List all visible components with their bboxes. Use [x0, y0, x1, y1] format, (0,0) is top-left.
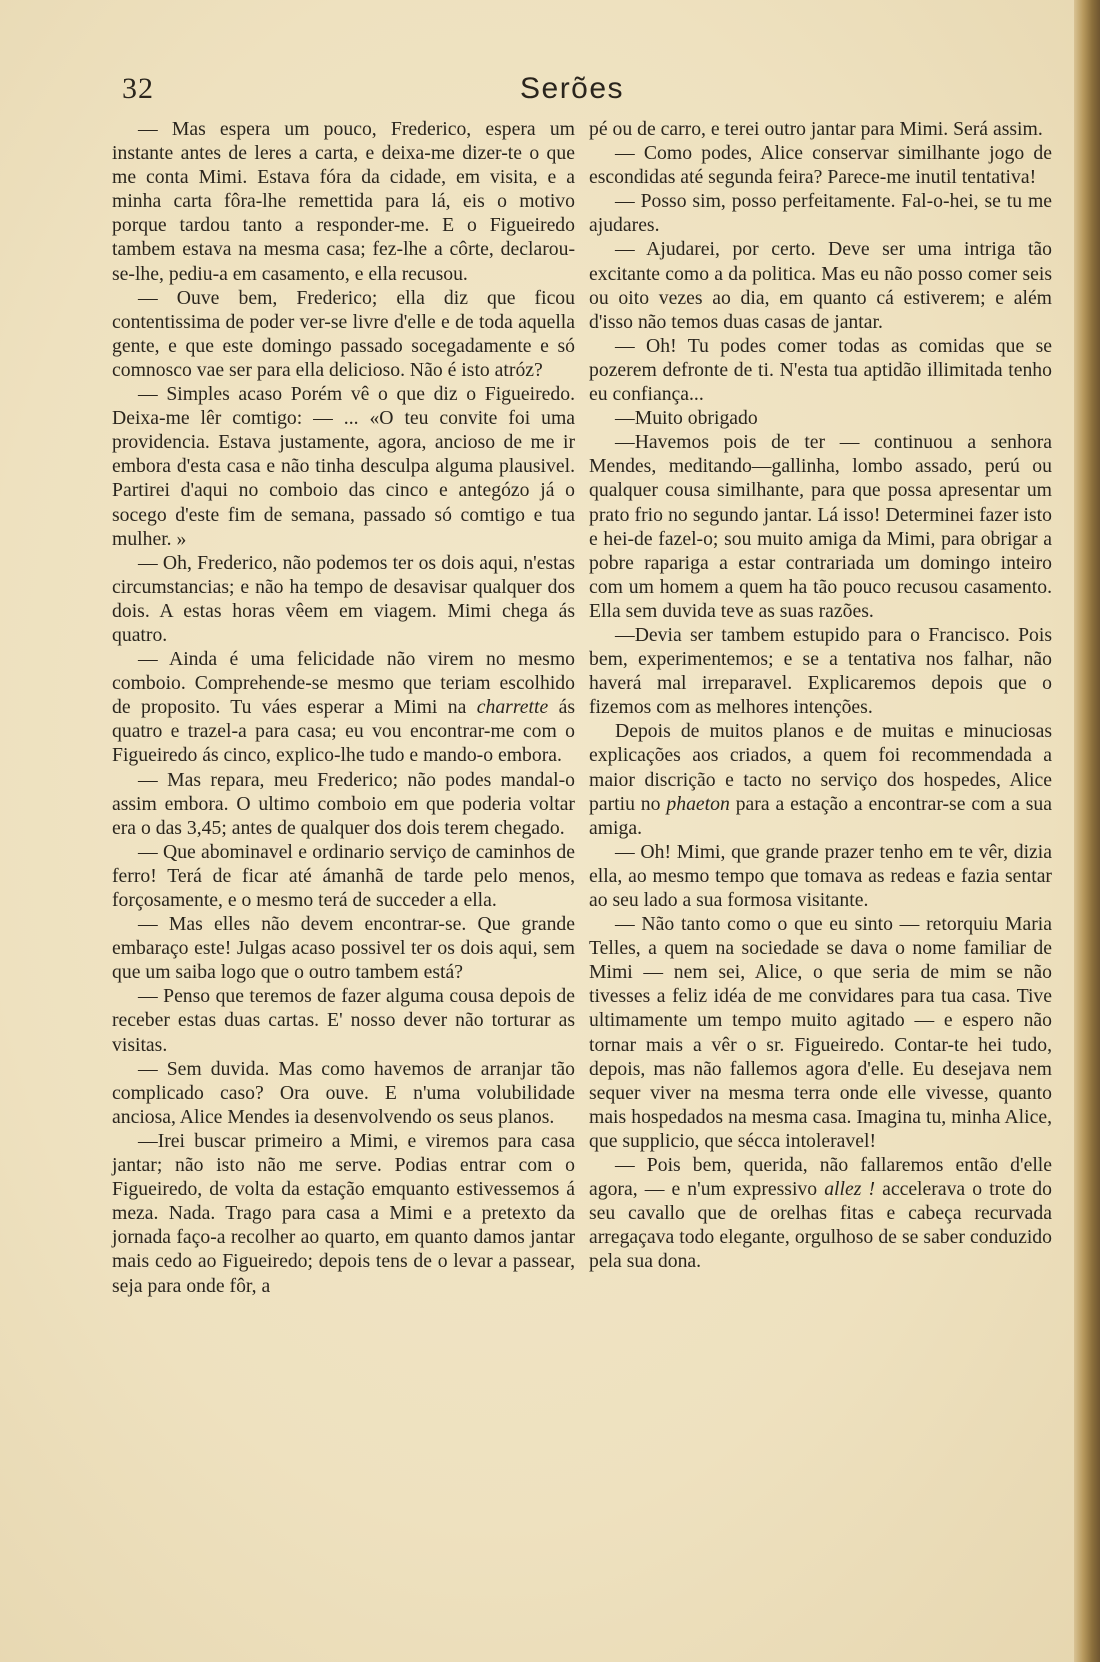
paragraph: — Mas elles não devem encontrar-se. Que grande embaraço este! Julgas acaso possivel ter os dois aqui, sem que um saiba logo que o outro tambem está? — [112, 913, 575, 984]
page-number: 32 — [122, 72, 154, 105]
paragraph: —Muito obrigado — [615, 407, 758, 430]
paragraph: — Mas espera um pouco, Frederico, espera um instante antes de leres a carta, e deixa-me dizer-te o que me conta Mimi. Estava fóra da cidade, em visita, e a minha carta fôra-lhe remettida para lá, eis o motivo porque tardou tanto a responder-me. E o Figueiredo tambem estava na mesma casa; fez-lhe a côrte, declarou-se-lhe, pediu-a em casamento, e ella recusou. — [112, 118, 575, 285]
paragraph: — Pois bem, querida, não fallaremos então d'elle agora, — e n'um expressivo allez ! accelerava o trote do seu cavallo que de orelhas fitas e cabeça recurvada arregaçava todo elegante, orgulhoso de se saber conduzido pela sua dona. — [589, 1154, 1052, 1273]
paragraph: — Oh, Frederico, não podemos ter os dois aqui, n'estas circumstancias; e não ha tempo de desavisar qualquer dos dois. A estas horas vêem em viagem. Mimi chega ás quatro. — [112, 551, 575, 646]
paragraph: — Posso sim, posso perfeitamente. Fal-o-hei, se tu me ajudares. — [589, 190, 1052, 237]
paragraph: — Ajudarei, por certo. Deve ser uma intriga tão excitante como a da politica. Mas eu não posso comer seis ou oito vezes ao dia, em quanto cá estiverem; e além d'isso não temos duas casas de jantar. — [589, 238, 1052, 333]
italic-term: allez ! — [824, 1178, 876, 1201]
left-column — [112, 117, 575, 1298]
page-header — [112, 70, 1047, 110]
italic-term: charrette — [476, 696, 549, 719]
book-spine-edge — [1074, 0, 1100, 1662]
paragraph: —Havemos pois de ter — continuou a senhora Mendes, meditando—gallinha, lombo assado, perú ou qualquer cousa similhante, para que possa apresentar um prato frio no segundo jantar. Lá isso! Determinei fazer isto e hei-de fazel-o; sou muito amiga da Mimi, para obrigar a pobre rapariga a estar contrariada um domingo inteiro com um homem a quem ha tão pouco recusou casamento. Ella sem duvida teve as suas razões. — [589, 431, 1052, 622]
right-column — [589, 117, 1052, 1274]
paragraph-continued: pé ou de carro, e terei outro jantar para Mimi. Será assim. — [589, 118, 1043, 140]
paragraph: — Ouve bem, Frederico; ella diz que ficou contentissima de poder ver-se livre d'elle e de toda aquella gente, e que este domingo passado socegadamente e só comnosco vae ser para ella delicioso. Não é isto atróz? — [112, 286, 575, 381]
paragraph: — Que abominavel e ordinario serviço de caminhos de ferro! Terá de ficar até ámanhã de tarde pelo menos, forçosamente, e o mesmo terá de succeder a ella. — [112, 840, 575, 911]
running-title: Serões — [520, 72, 625, 105]
paragraph: Depois de muitos planos e de muitas e minuciosas explicações aos criados, a quem foi recommendada a maior discrição e tacto no serviço dos hospedes, Alice partiu no phaeton para a estação a encontrar-se com a sua amiga. — [589, 720, 1052, 839]
paragraph: — Não tanto como o que eu sinto — retorquiu Maria Telles, a quem na sociedade se dava o nome familiar de Mimi — nem sei, Alice, o que seria de mim se não tivesses a feliz idéa de me convidares para tua casa. Tive ultimamente um tempo muito agitado — e espero não tornar mais a vêr o sr. Figueiredo. Contar-te hei tudo, depois, mas não fallemos agora d'elle. Eu desejava nem sequer viver na mesma terra onde elle vivesse, quanto mais hospedados na mesma casa. Imagina tu, minha Alice, que supplicio, que sécca intoleravel! — [589, 913, 1052, 1152]
paragraph: — Mas repara, meu Frederico; não podes mandal-o assim embora. O ultimo comboio em que poderia voltar era o das 3,45; antes de qualquer dos dois terem chegado. — [112, 768, 575, 839]
paragraph: —Irei buscar primeiro a Mimi, e viremos para casa jantar; não isto não me serve. Podias entrar com o Figueiredo, de volta da estação emquanto estivessemos á meza. Nada. Trago para casa a Mimi e a pretexto da jornada faço-a recolher ao quarto, em quanto damos jantar mais cedo ao Figueiredo; depois tens de o levar a passear, seja para onde fôr, a — [112, 1129, 575, 1297]
italic-term: phaeton — [666, 792, 730, 815]
paragraph: — Sem duvida. Mas como havemos de arranjar tão complicado caso? Ora ouve. E n'uma volubilidade anciosa, Alice Mendes ia desenvolvendo os seus planos. — [112, 1057, 575, 1128]
paragraph: —Devia ser tambem estupido para o Francisco. Pois bem, experimentemos; e se a tentativa nos falhar, não haverá mal irreparavel. Explicaremos depois que o fizemos com as melhores intenções. — [589, 623, 1052, 719]
paragraph: — Ainda é uma felicidade não virem no mesmo comboio. Comprehende-se mesmo que teriam escolhido de proposito. Tu váes esperar a Mimi na charrette ás quatro e trazel-a para casa; eu vou encontrar-me com o Figueiredo ás cinco, explico-lhe tudo e mando-o embora. — [112, 648, 575, 767]
paragraph: — Simples acaso Porém vê o que diz o Figueiredo. Deixa-me lêr comtigo: — ... «O teu convite foi uma providencia. Estava justamente, agora, ancioso de me ir embora d'esta casa e não tinha desculpa alguma plausivel. Partirei d'aqui no comboio das cinco e antegózo já o socego d'este fim de semana, passado só comtigo e tua mulher. » — [112, 383, 575, 550]
paragraph: — Como podes, Alice conservar similhante jogo de escondidas até segunda feira? Parece-me inutil tentativa! — [589, 142, 1052, 189]
paragraph: — Oh! Tu podes comer todas as comidas que se pozerem defronte de ti. N'esta tua aptidão illimitada tenho eu confiança... — [589, 334, 1052, 406]
paragraph: — Penso que teremos de fazer alguma cousa depois de receber estas duas cartas. E' nosso dever não torturar as visitas. — [112, 985, 575, 1056]
paragraph: — Oh! Mimi, que grande prazer tenho em te vêr, dizia ella, ao mesmo tempo que tomava as redeas e fazia sentar ao seu lado a sua formosa visitante. — [589, 840, 1052, 911]
